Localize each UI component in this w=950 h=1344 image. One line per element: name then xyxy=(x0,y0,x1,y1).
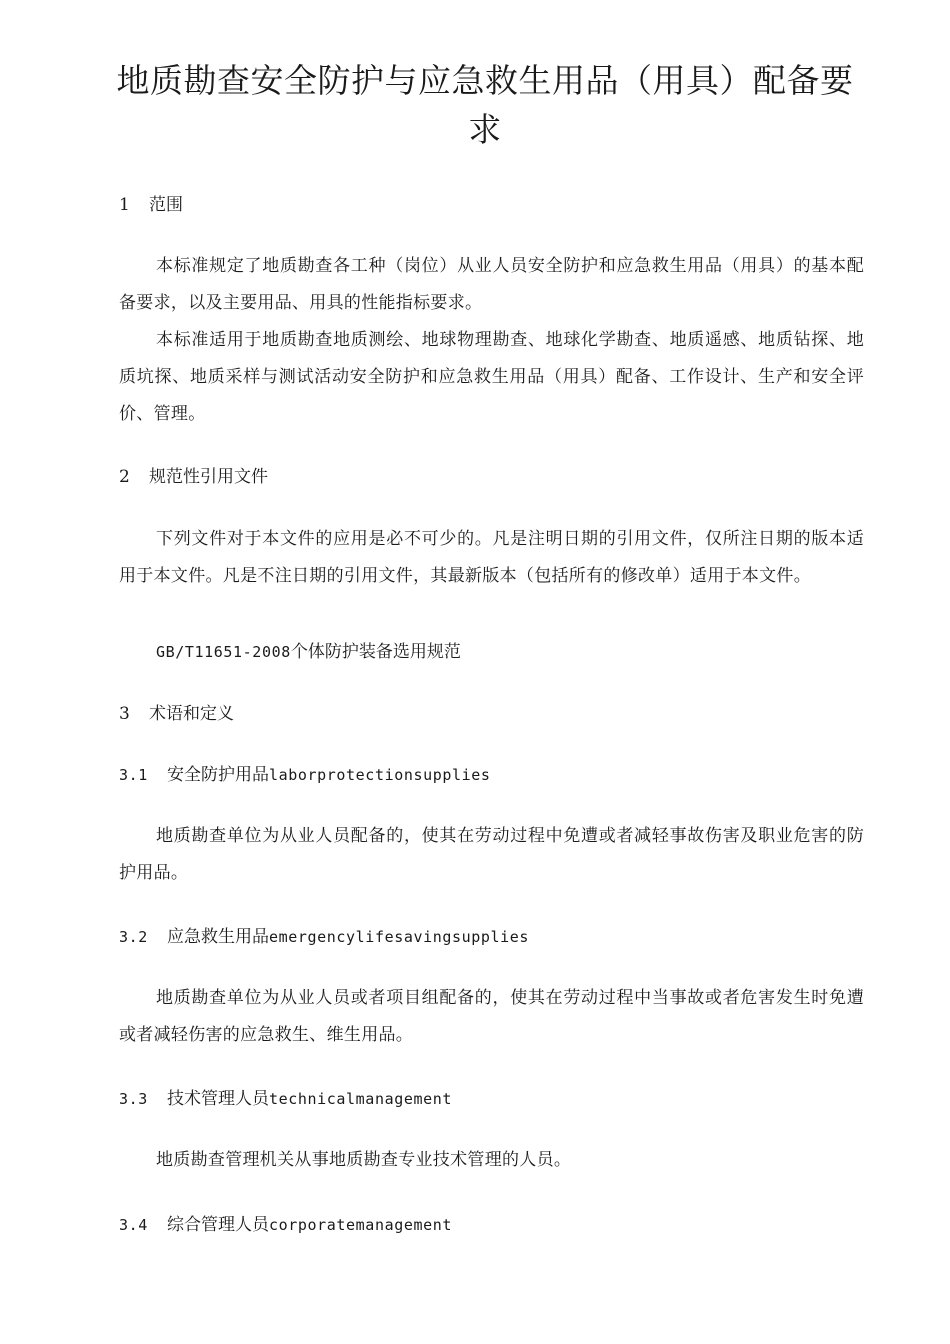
section-title: 规范性引用文件 xyxy=(149,467,268,487)
document-title: 地质勘查安全防护与应急救生用品（用具）配备要求 xyxy=(116,61,854,149)
section-title: 范围 xyxy=(149,195,183,215)
reference-item xyxy=(119,641,864,663)
term-definition-3-3: 地质勘查管理机关从事地质勘查专业技术管理的人员。 xyxy=(156,1150,572,1170)
section-heading-2 xyxy=(119,466,864,488)
paragraph-scope-2: 本标准适用于地质勘查地质测绘、地球物理勘查、地球化学勘查、地质遥感、地质钻探、地质坑探、地质采样与测试活动安全防护和应急救生用品（用具）配备、工作设计、生产和安全评价、管理。 xyxy=(119,330,864,424)
section-number: 3 xyxy=(119,704,130,724)
term-heading-3-2 xyxy=(119,926,864,948)
term-name: 综合管理人员 xyxy=(167,1215,269,1235)
term-english: emergencylifesavingsupplies xyxy=(269,928,530,946)
reference-code: GB/T11651-2008 xyxy=(156,643,291,661)
section-number: 1 xyxy=(119,195,130,215)
term-number: 3.4 xyxy=(119,1216,148,1234)
section-heading-3 xyxy=(119,703,864,725)
term-heading-3-1 xyxy=(119,764,864,786)
term-name: 技术管理人员 xyxy=(167,1089,269,1109)
term-english: technicalmanagement xyxy=(269,1090,452,1108)
paragraph-scope-1: 本标准规定了地质勘查各工种（岗位）从业人员安全防护和应急救生用品（用具）的基本配备要求，以及主要用品、用具的性能指标要求。 xyxy=(119,256,864,313)
reference-title: 个体防护装备选用规范 xyxy=(290,642,461,662)
term-definition-3-2: 地质勘查单位为从业人员或者项目组配备的，使其在劳动过程中当事故或者危害发生时免遭或者减轻伤害的应急救生、维生用品。 xyxy=(119,988,864,1045)
term-number: 3.2 xyxy=(119,928,148,946)
section-title: 术语和定义 xyxy=(149,704,234,724)
term-number: 3.1 xyxy=(119,766,148,784)
term-definition-3-1: 地质勘查单位为从业人员配备的，使其在劳动过程中免遭或者减轻事故伤害及职业危害的防护用品。 xyxy=(119,826,864,883)
term-heading-3-4 xyxy=(119,1214,864,1236)
paragraph-references: 下列文件对于本文件的应用是必不可少的。凡是注明日期的引用文件，仅所注日期的版本适用于本文件。凡是不注日期的引用文件，其最新版本（包括所有的修改单）适用于本文件。 xyxy=(119,529,864,586)
term-english: laborprotectionsupplies xyxy=(269,766,491,784)
section-number: 2 xyxy=(119,467,130,487)
term-name: 安全防护用品 xyxy=(167,765,269,785)
term-heading-3-3 xyxy=(119,1088,864,1110)
term-number: 3.3 xyxy=(119,1090,148,1108)
term-name: 应急救生用品 xyxy=(167,927,269,947)
section-heading-1 xyxy=(119,194,864,216)
term-english: corporatemanagement xyxy=(269,1216,452,1234)
